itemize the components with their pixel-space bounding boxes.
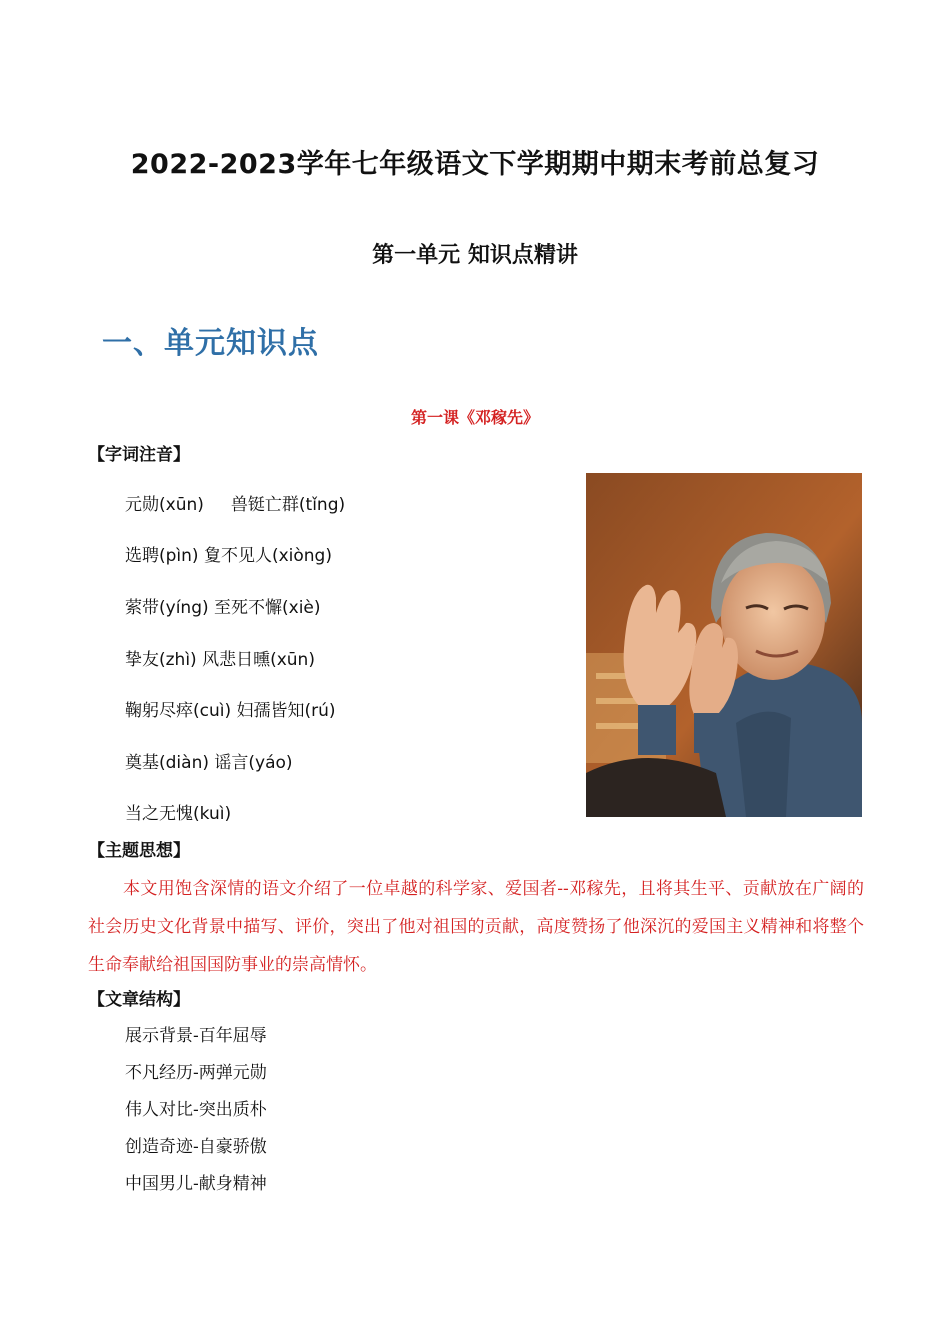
structure-item: 展示背景-百年屈辱 [125, 1026, 267, 1046]
vocab-heading: 【字词注音】 [88, 445, 190, 465]
portrait-photo [586, 473, 862, 817]
vocab-line: 元勋(xūn) 兽铤亡群(tǐng) [125, 495, 346, 515]
theme-paragraph: 本文用饱含深情的语文介绍了一位卓越的科学家、爱国者--邓稼先，且将其生平、贡献放在广阔的社会历史文化背景中描写、评价，突出了他对祖国的贡献，高度赞扬了他深沉的爱国主义精神和将整个生命奉献给祖国国防事业的崇高情怀。 [88, 879, 864, 975]
vocab-line: 挚友(zhì) 风悲日曛(xūn) [125, 650, 315, 670]
unit-title: 第一单元 知识点精讲 [372, 243, 578, 268]
vocab-line: 选聘(pìn) 夐不见人(xiòng) [125, 546, 332, 566]
structure-item: 中国男儿-献身精神 [125, 1174, 267, 1194]
structure-item: 不凡经历-两弹元勋 [125, 1063, 267, 1083]
document-title: 2022-2023学年七年级语文下学期期中期末考前总复习 [130, 149, 820, 180]
structure-heading: 【文章结构】 [88, 990, 190, 1010]
lesson-title: 第一课《邓稼先》 [410, 408, 539, 427]
vocab-line: 当之无愧(kuì) [125, 804, 232, 824]
vocab-line: 奠基(diàn) 谣言(yáo) [125, 753, 293, 773]
theme-heading: 【主题思想】 [88, 841, 190, 861]
section-heading: 一、单元知识点 [102, 326, 319, 361]
structure-item: 创造奇迹-自豪骄傲 [125, 1137, 267, 1157]
vocab-line: 鞠躬尽瘁(cuì) 妇孺皆知(rú) [125, 701, 336, 721]
structure-item: 伟人对比-突出质朴 [125, 1100, 267, 1120]
vocab-line: 萦带(yíng) 至死不懈(xiè) [125, 598, 321, 618]
